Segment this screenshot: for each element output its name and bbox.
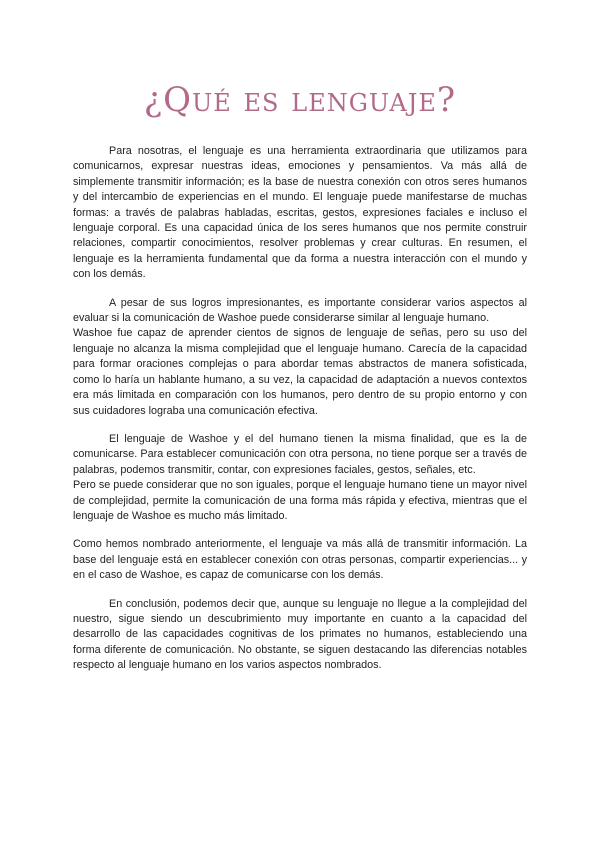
paragraph-3: Washoe fue capaz de aprender cientos de signos de lenguaje de señas, pero su uso del lenguaje no alcanza la misma complejidad que el lenguaje humano. Carecía de la capacidad para formar oraciones complejas o para abordar temas abstractos de manera sofisticada, como lo haría un hablante humano, a su vez, la capacidad de adaptación a nuevos contextos era más limitada en comparación con los humanos, pero dentro de su propio entorno y con sus cuidadores lograba una comunicación efectiva. <box>73 327 527 417</box>
page-title: ¿Qué es lenguaje? <box>143 80 457 120</box>
paragraph-gap <box>73 584 527 597</box>
paragraph-gap <box>73 283 527 296</box>
paragraph-gap <box>73 524 527 537</box>
paragraph-7: En conclusión, podemos decir que, aunque su lenguaje no llegue a la complejidad del nuestro, sigue siendo un descubrimiento muy importante en cuanto a la capacidad del desarrollo de las capacidades cognitivas de los primates no humanos, estableciendo una forma diferente de comunicación. No obstante, se siguen destacando las diferencias notables respecto al lenguaje humano en los varios aspectos nombrados. <box>73 597 527 672</box>
paragraph-2: A pesar de sus logros impresionantes, es importante considerar varios aspectos al evaluar si la comunicación de Washoe puede considerarse similar al lenguaje humano. <box>73 296 527 325</box>
document-body <box>73 144 527 674</box>
paragraph-1: Para nosotras, el lenguaje es una herramienta extraordinaria que utilizamos para comunicarnos, expresar nuestras ideas, emociones y pensamientos. Va más allá de simplemente transmitir información; es la base de nuestra conexión con otros seres humanos y del intercambio de experiencias en el mundo. El lenguaje puede manifestarse de muchas formas: a través de palabras habladas, escritas, gestos, expresiones faciales e incluso el lenguaje corporal. Es una capacidad única de los seres humanos que nos permite construir relaciones, compartir conocimientos, resolver problemas y crear culturas. En resumen, el lenguaje es la herramienta fundamental que da forma a nuestra interacción con el mundo y con los demás. <box>73 145 527 281</box>
paragraph-gap <box>73 419 527 432</box>
paragraph-5: Pero se puede considerar que no son iguales, porque el lenguaje humano tiene un mayor nivel de complejidad, permite la comunicación de una forma más rápida y efectiva, mientras que el lenguaje de Washoe es mucho más limitado. <box>73 479 527 522</box>
paragraph-6: Como hemos nombrado anteriormente, el lenguaje va más allá de transmitir información. La base del lenguaje está en establecer conexión con otras personas, compartir experiencias... y en el caso de Washoe, es capaz de comunicarse con los demás. <box>73 538 527 582</box>
paragraph-4: El lenguaje de Washoe y el del humano tienen la misma finalidad, que es la de comunicarse. Para establecer comunicación con otra persona, no tiene porque ser a través de palabras, podemos transmitir, contar, con expresiones faciales, gestos, señales, etc. <box>73 432 527 476</box>
